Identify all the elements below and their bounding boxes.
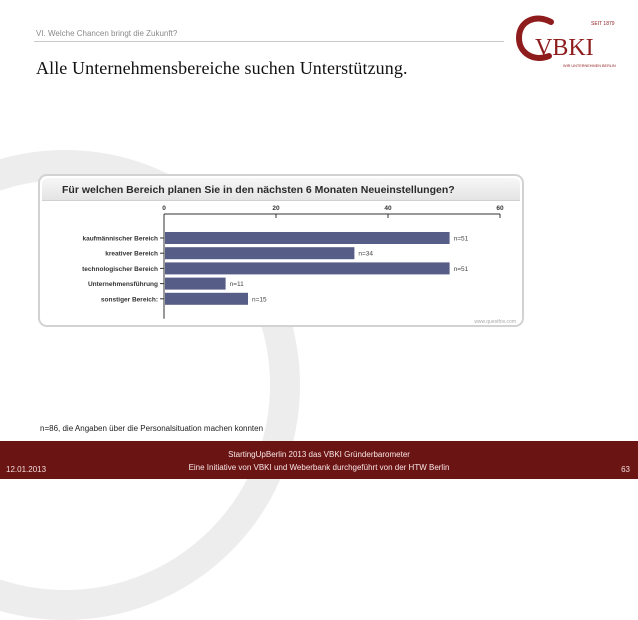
bar — [165, 293, 248, 305]
bar-value-label: n=34 — [358, 250, 374, 258]
x-tick-label: 0 — [162, 205, 166, 212]
footer-date: 12.01.2013 — [6, 465, 47, 474]
bar-value-label: n=15 — [252, 296, 267, 304]
x-tick-label: 20 — [272, 205, 280, 212]
page-headline: Alle Unternehmensbereiche suchen Unterstützung. — [36, 58, 408, 78]
category-label: sonstiger Bereich: — [100, 296, 158, 304]
category-label: kaufmännischer Bereich — [82, 235, 158, 243]
bar — [165, 232, 450, 244]
chart-title: Für welchen Bereich planen Sie in den nächsten 6 Monaten Neueinstellungen? — [62, 184, 455, 196]
header-divider — [34, 41, 504, 42]
chart-watermark: www.questfox.com — [474, 319, 516, 325]
vbki-logo — [515, 12, 627, 72]
category-label: Unternehmensführung — [87, 281, 158, 289]
category-label: technologischer Bereich — [82, 265, 158, 273]
footer-bar — [0, 441, 638, 479]
bar — [165, 247, 354, 259]
footer-line-2: Eine Initiative von VBKI und Weberbank durchgeführt von der HTW Berlin — [188, 463, 450, 472]
category-label: kreativer Bereich — [105, 250, 158, 258]
footnote: n=86, die Angaben über die Personalsituation machen konnten — [40, 424, 264, 433]
page-number: 63 — [621, 465, 630, 474]
bar-chart — [40, 176, 522, 325]
bar-value-label: n=11 — [229, 281, 244, 289]
bar — [165, 278, 226, 290]
logo-name: VBKI — [535, 35, 594, 61]
logo-since: SEIT 1879 — [591, 21, 615, 27]
bar-value-label: n=51 — [453, 235, 469, 243]
x-tick-label: 40 — [384, 205, 392, 212]
footer-line-1: StartingUpBerlin 2013 das VBKI Gründerbarometer — [228, 450, 410, 459]
section-title: VI. Welche Chancen bringt die Zukunft? — [36, 29, 178, 38]
chart-card — [38, 174, 524, 327]
bar — [165, 262, 450, 274]
x-tick-label: 60 — [496, 205, 504, 212]
bar-value-label: n=51 — [453, 265, 469, 273]
logo-tagline: WIR UNTERNEHMEN BERLIN — [563, 64, 616, 68]
